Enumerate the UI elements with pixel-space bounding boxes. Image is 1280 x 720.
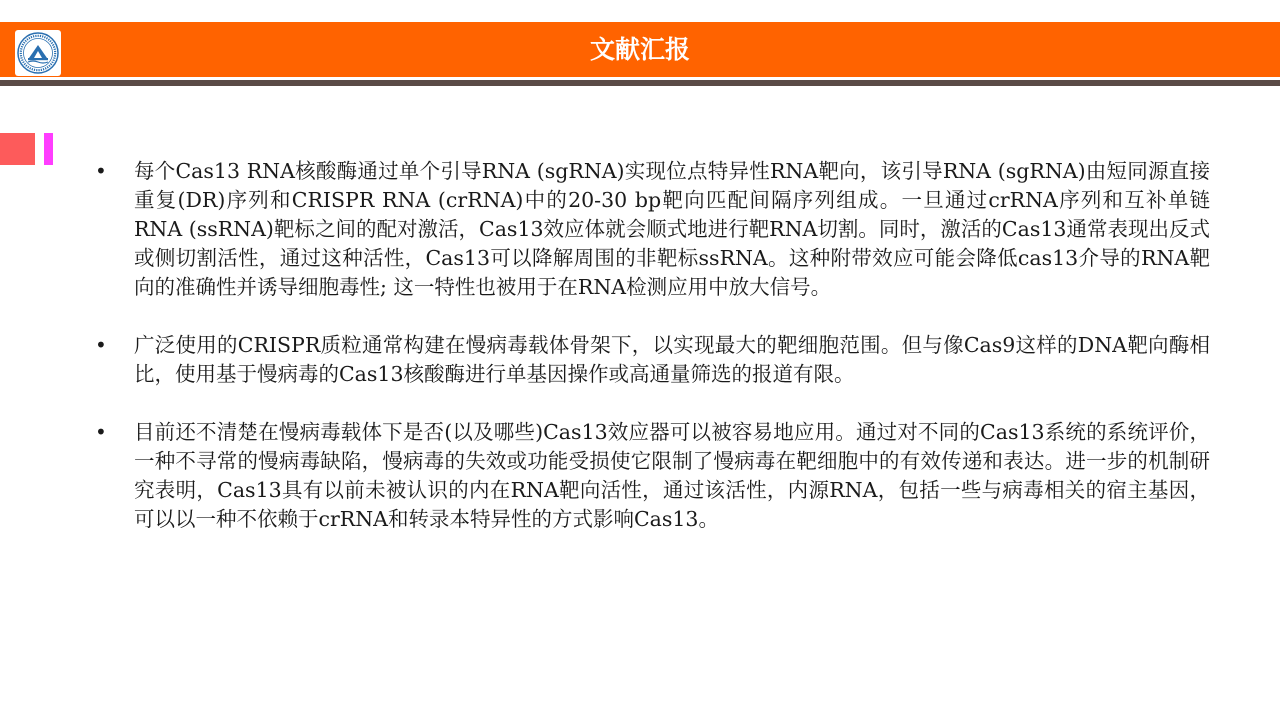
bullet-marker: • <box>95 420 107 444</box>
accent-block-red <box>0 133 35 165</box>
accent-block-pink <box>44 133 53 165</box>
bullet-marker: • <box>95 333 107 357</box>
bullet-list <box>95 157 1210 563</box>
bullet-item-3 <box>95 418 1210 534</box>
bullet-text: 目前还不清楚在慢病毒载体下是否(以及哪些)Cas13效应器可以被容易地应用。通过对不同的Cas13系统的系统评价，一种不寻常的慢病毒缺陷，慢病毒的失效或功能受损使它限制了慢病毒在靶细胞中的有效传递和表达。进一步的机制研究表明，Cas13具有以前未被认识的内在RNA靶向活性，通过该活性，内源RNA，包括一些与病毒相关的宿主基因，可以以一种不依赖于crRNA和转录本特异性的方式影响Cas13。 <box>134 420 1210 531</box>
bullet-item-2 <box>95 331 1210 389</box>
page-title: 文献汇报 <box>589 35 690 64</box>
bullet-text: 广泛使用的CRISPR质粒通常构建在慢病毒载体骨架下，以实现最大的靶细胞范围。但与像Cas9这样的DNA靶向酶相比，使用基于慢病毒的Cas13核酸酶进行单基因操作或高通量筛选的报道有限。 <box>134 333 1210 386</box>
bullet-marker: • <box>95 159 107 183</box>
bullet-item-1 <box>95 157 1210 302</box>
bullet-text: 每个Cas13 RNA核酸酶通过单个引导RNA (sgRNA)实现位点特异性RNA靶向，该引导RNA (sgRNA)由短同源直接重复(DR)序列和CRISPR RNA (crRNA)中的20-30 bp靶向匹配间隔序列组成。一旦通过crRNA序列和互补单链RNA (ssRNA)靶标之间的配对激活，Cas13效应体就会顺式地进行靶RNA切割。同时，激活的Cas13通常表现出反式或侧切割活性，通过这种活性，Cas13可以降解周围的非靶标ssRNA。这种附带效应可能会降低cas13介导的RNA靶向的准确性并诱导细胞毒性; 这一特性也被用于在RNA检测应用中放大信号。 <box>134 159 1210 299</box>
header-divider <box>0 80 1280 86</box>
